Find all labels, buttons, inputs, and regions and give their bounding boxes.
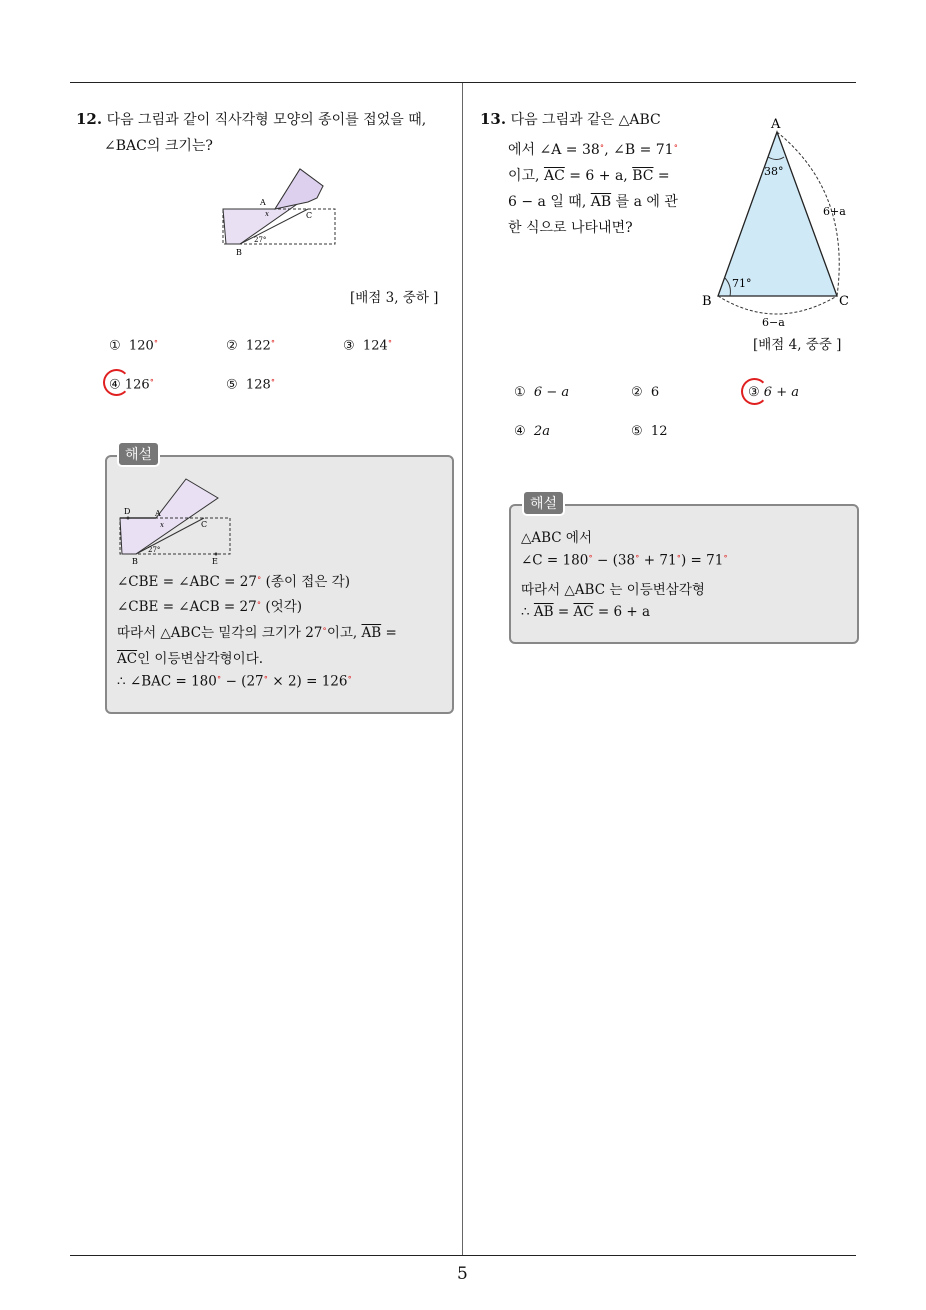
q13-figure — [696, 112, 860, 334]
q13-fig-label-b: B — [702, 294, 712, 309]
q13-solution-box — [509, 504, 859, 644]
q13-fig-bottom-side: 6−a — [762, 316, 785, 329]
q13-sol-line4: ∴ $\overline{AB} = \overline{AC} = 6 + a$ — [521, 604, 650, 620]
q13-number: 13. — [480, 110, 507, 128]
q12-choice-1[interactable]: ① 120∘ — [109, 337, 159, 354]
q13-sol-line1: △ABC 에서 — [521, 530, 593, 546]
q12-sol-fig-label-c: C — [201, 520, 208, 529]
q13-selected-circle — [741, 378, 768, 405]
q12-sol-fig-label-a: A — [155, 509, 161, 518]
q13-choice-5[interactable]: ⑤ 12 — [631, 424, 668, 439]
page-number: 5 — [457, 1264, 468, 1284]
q13-fig-angle-b: 71° — [732, 277, 752, 290]
q12-solution-tag: 해설 — [117, 441, 160, 467]
q12-sol-fig-angle: 27° — [148, 546, 161, 554]
q12-text-line2: ∠BAC의 크기는? — [104, 138, 213, 154]
q12-sol-fig-label-d: D — [124, 507, 131, 516]
q12-score: [배점 3, 중하 ] — [350, 290, 439, 306]
q13-sol-line3: 따라서 △ABC 는 이등변삼각형 — [521, 582, 705, 598]
bottom-rule — [70, 1255, 856, 1256]
q12-choice-3[interactable]: ③ 124∘ — [343, 337, 393, 354]
q12-sol-line1: ∠CBE = ∠ABC = 27∘ (종이 접은 각) — [117, 573, 350, 590]
top-rule — [70, 82, 856, 83]
q12-fig-x: x — [265, 210, 269, 218]
q13-choice-4[interactable]: ④ 2a — [514, 424, 550, 439]
q12-sol-line3: 따라서 △ABC는 밑각의 크기가 27∘이고, $\overline{AB}$ = — [117, 624, 397, 641]
q13-solution-tag: 해설 — [522, 490, 565, 516]
q13-choice-3[interactable]: ③ 6 + a — [748, 385, 799, 400]
q12-sol-line2: ∠CBE = ∠ACB = 27∘ (엇각) — [117, 598, 303, 615]
q12-fig-label-b: B — [236, 248, 242, 257]
q12-sol-line4: $\overline{AC}$인 이등변삼각형이다. — [117, 651, 264, 667]
q12-text-line1: 다음 그림과 같이 직사각형 모양의 종이를 접었을 때, — [106, 112, 427, 128]
column-divider — [462, 83, 463, 1255]
q12-sol-fig-x: x — [160, 521, 164, 529]
q12-figure — [218, 164, 342, 258]
q12-number: 12. — [76, 110, 103, 128]
q12-sol-fig-label-e: E — [212, 557, 218, 566]
q12-fig-label-a: A — [260, 198, 266, 207]
q13-line1: 다음 그림과 같은 △ABC — [510, 112, 661, 128]
q12-sol-fig-label-b: B — [132, 557, 138, 566]
q12-selected-circle — [103, 369, 130, 396]
q13-fig-right-side: 6+a — [823, 205, 846, 218]
q12-choice-5[interactable]: ⑤ 128∘ — [226, 376, 276, 393]
q13-fig-label-c: C — [839, 294, 849, 309]
q12-fig-angle: 27° — [254, 236, 267, 244]
q13-score: [배점 4, 중중 ] — [753, 337, 842, 353]
q12-question — [76, 106, 456, 159]
q13-sol-line2: ∠C = 180∘ − (38∘ + 71∘) = 71∘ — [521, 552, 728, 569]
q12-choice-2[interactable]: ② 122∘ — [226, 337, 276, 354]
q12-solution-figure — [114, 476, 236, 568]
q13-fig-angle-a: 38° — [764, 165, 784, 178]
q12-choice-4[interactable]: ④ 126∘ — [109, 376, 155, 393]
q13-question: 13. 다음 그림과 같은 △ABC 에서 ∠A = 38∘, ∠B = 71∘ 이고, $\overline{AC} = 6 + a$, $\overline{BC}$ = 6 − a 일 때, $\overline{AB}$ 를 a 에 관 한 식으로 나타내면? — [480, 110, 679, 236]
q12-sol-line5: ∴ ∠BAC = 180∘ − (27∘ × 2) = 126∘ — [117, 673, 352, 690]
q13-choice-2[interactable]: ② 6 — [631, 385, 660, 400]
q13-fig-label-a: A — [771, 117, 781, 132]
q12-fig-label-c: C — [306, 211, 313, 220]
q13-choice-1[interactable]: ① 6 − a — [514, 385, 570, 400]
